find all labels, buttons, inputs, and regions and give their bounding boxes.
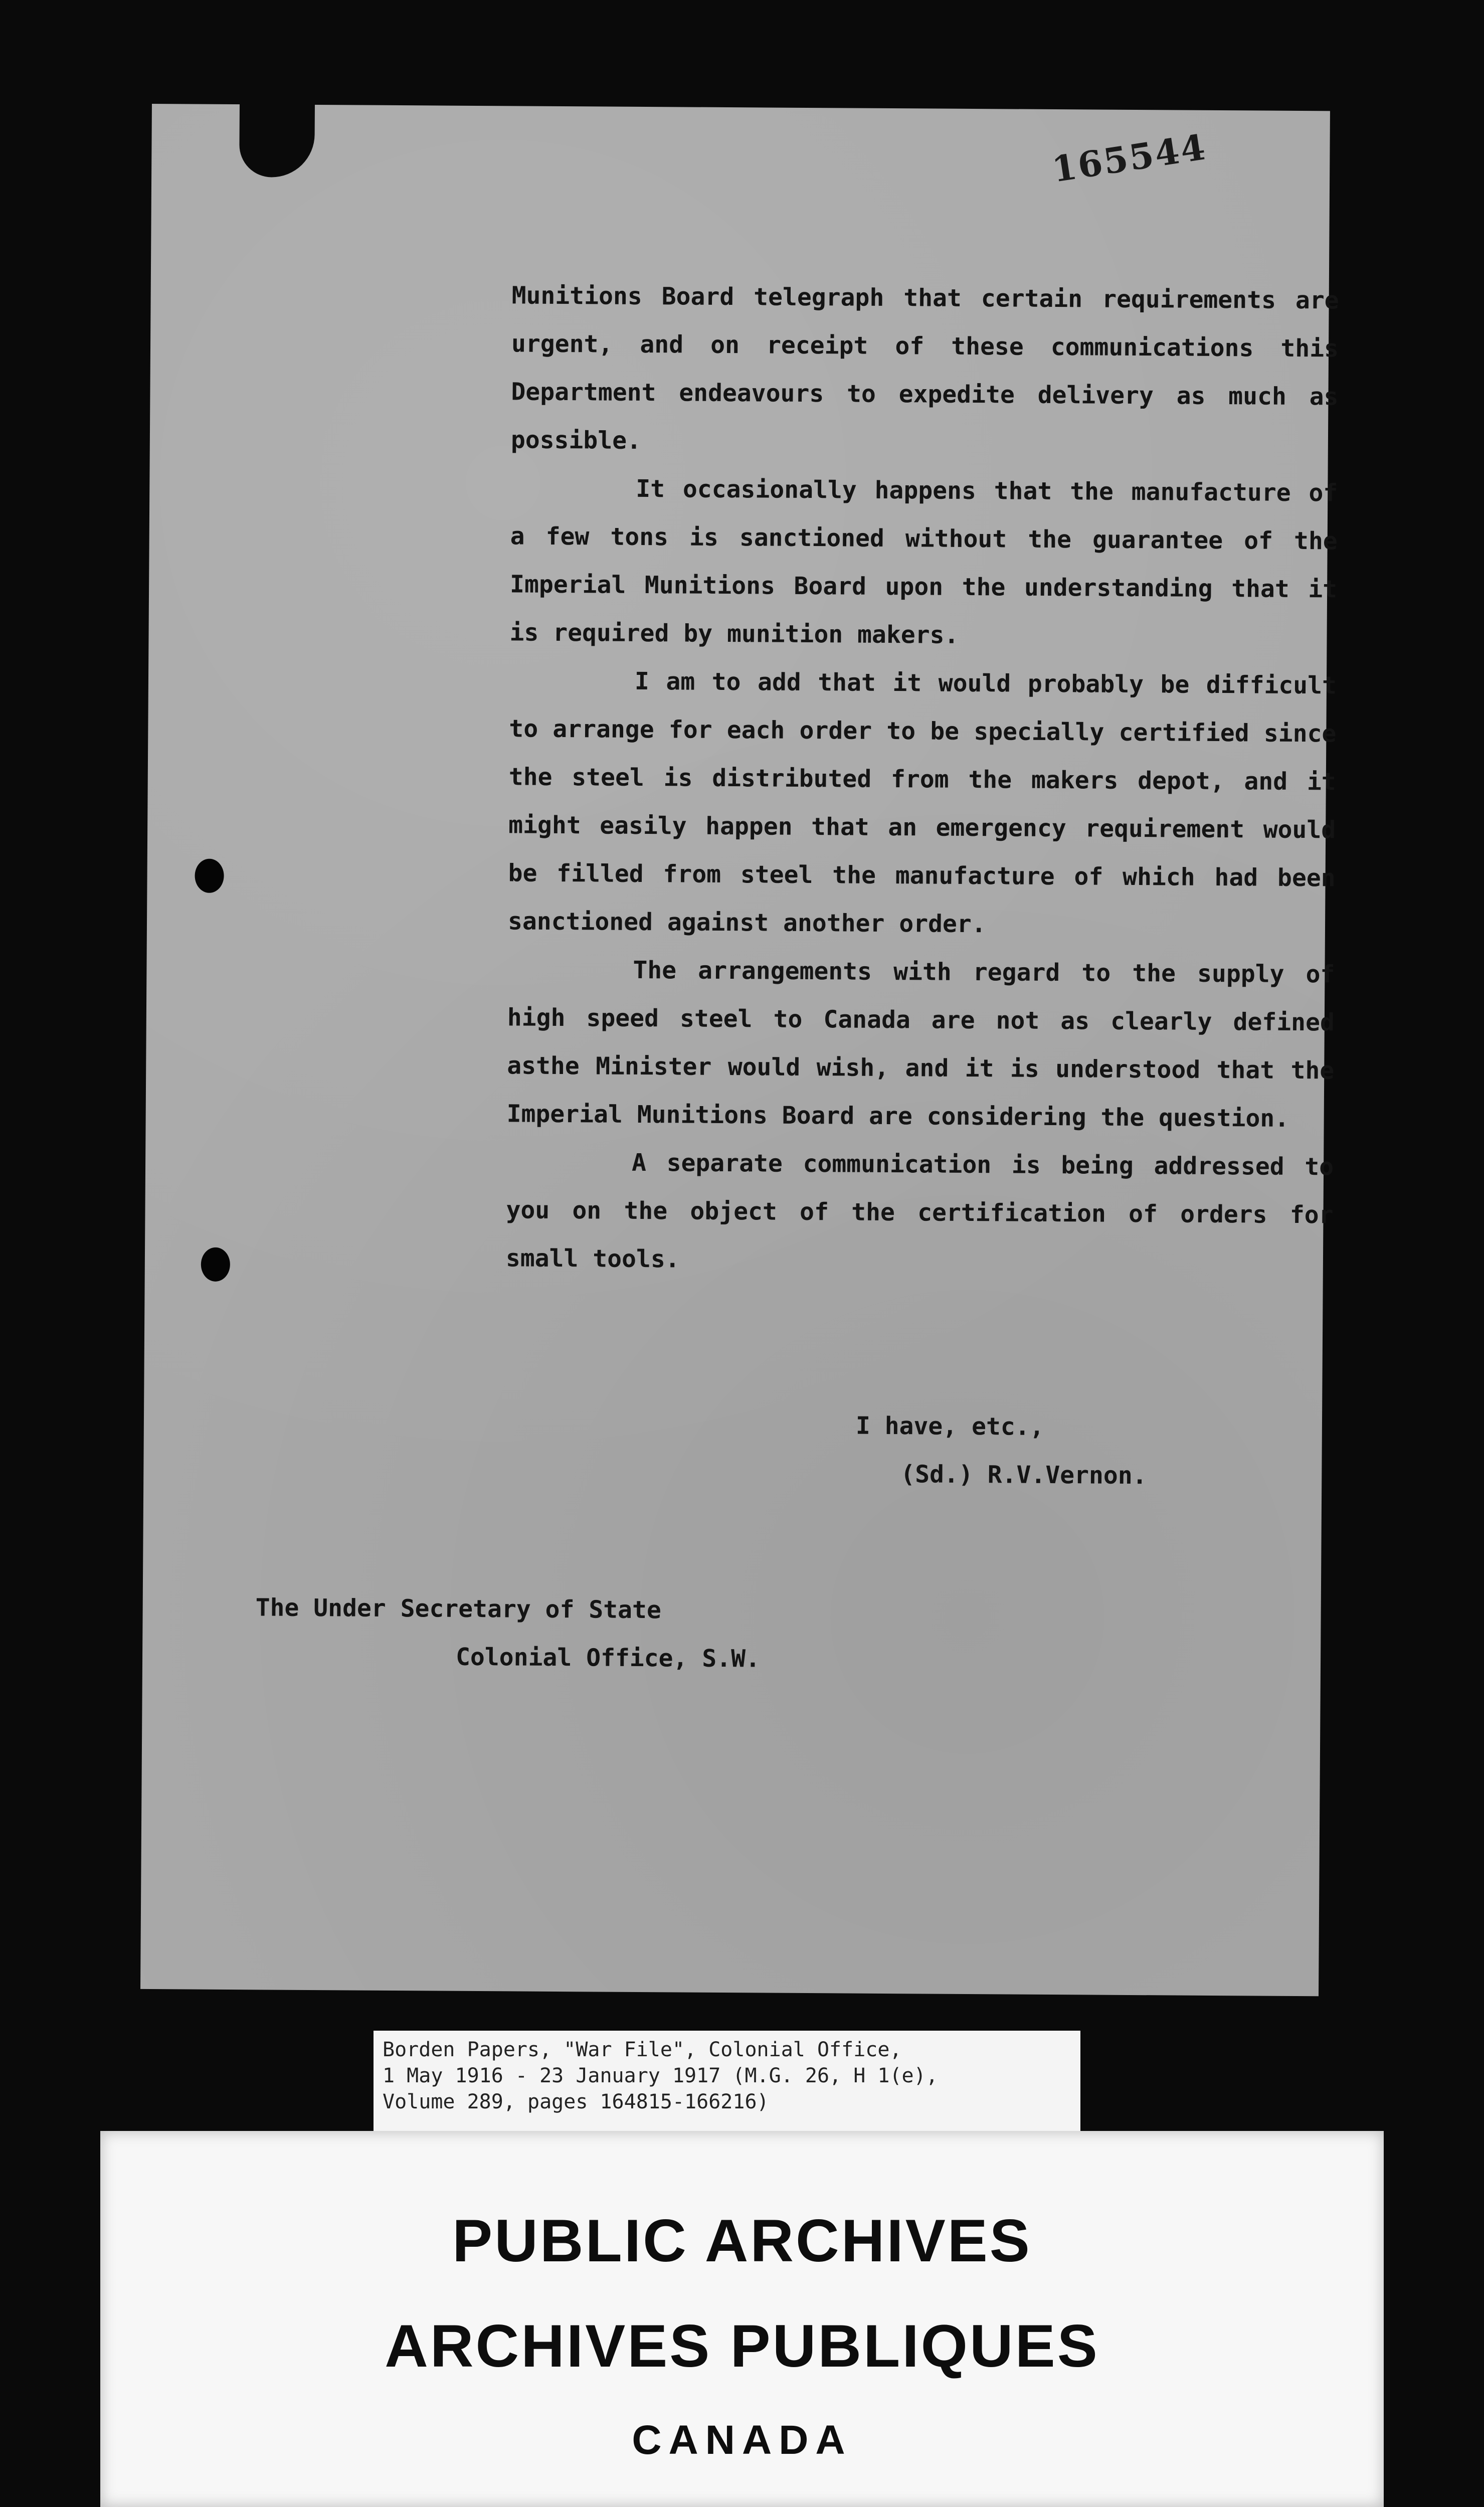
signature: (Sd.) R.V.Vernon.: [900, 1460, 1147, 1490]
typed-letter-page: [140, 104, 1339, 1996]
citation-line: 1 May 1916 - 23 January 1917 (M.G. 26, H 1(e),: [383, 2064, 938, 2087]
archives-card: [100, 2131, 1384, 2507]
letter-body: [506, 271, 1339, 1287]
punch-hole-upper: [195, 859, 224, 893]
archives-title-english: PUBLIC ARCHIVES: [452, 2207, 1032, 2274]
folio-number: 165544: [1049, 126, 1210, 191]
citation-line: Borden Papers, "War File", Colonial Office,: [383, 2038, 902, 2061]
archives-title-french: ARCHIVES PUBLIQUES: [385, 2312, 1099, 2380]
punch-hole-lower: [201, 1247, 230, 1282]
torn-corner: [239, 102, 315, 177]
addressee-block: [255, 1583, 761, 1683]
letter-closing: [855, 1402, 1147, 1500]
paragraph: I am to add that it would probably be difficult to arrange for each order to be specially certified since the steel is distributed from the makers depot, and it might easily happen that an emergency requirement would be filled from steel the manufacture of which had been sanctioned against another order.: [507, 667, 1337, 939]
paragraph: It occasionally happens that the manufacture of a few tons is sanctioned without the guarantee of the Imperial Munitions Board upon the understanding that it is required by munition makers.: [509, 474, 1338, 649]
archives-country: CANADA: [632, 2417, 852, 2463]
addressee-office: Colonial Office, S.W.: [455, 1643, 761, 1673]
addressee-title: The Under Secretary of State: [255, 1593, 661, 1625]
citation-label: [374, 2031, 1080, 2131]
paragraph: Munitions Board telegraph that certain requirements are urgent, and on receipt of these communications this Department endeavours to expedite delivery as much as possible.: [510, 281, 1339, 455]
paragraph: A separate communication is being addressed to you on the object of the certification of orders for small tools.: [505, 1148, 1334, 1274]
paragraph: The arrangements with regard to the supply of high speed steel to Canada are not as clearly defined asthe Minister would wish, and it is understood that the Imperial Munitions Board are considering the question.: [506, 956, 1335, 1133]
citation-line: Volume 289, pages 164815-166216): [383, 2090, 769, 2113]
closing-phrase: I have, etc.,: [855, 1411, 1044, 1441]
